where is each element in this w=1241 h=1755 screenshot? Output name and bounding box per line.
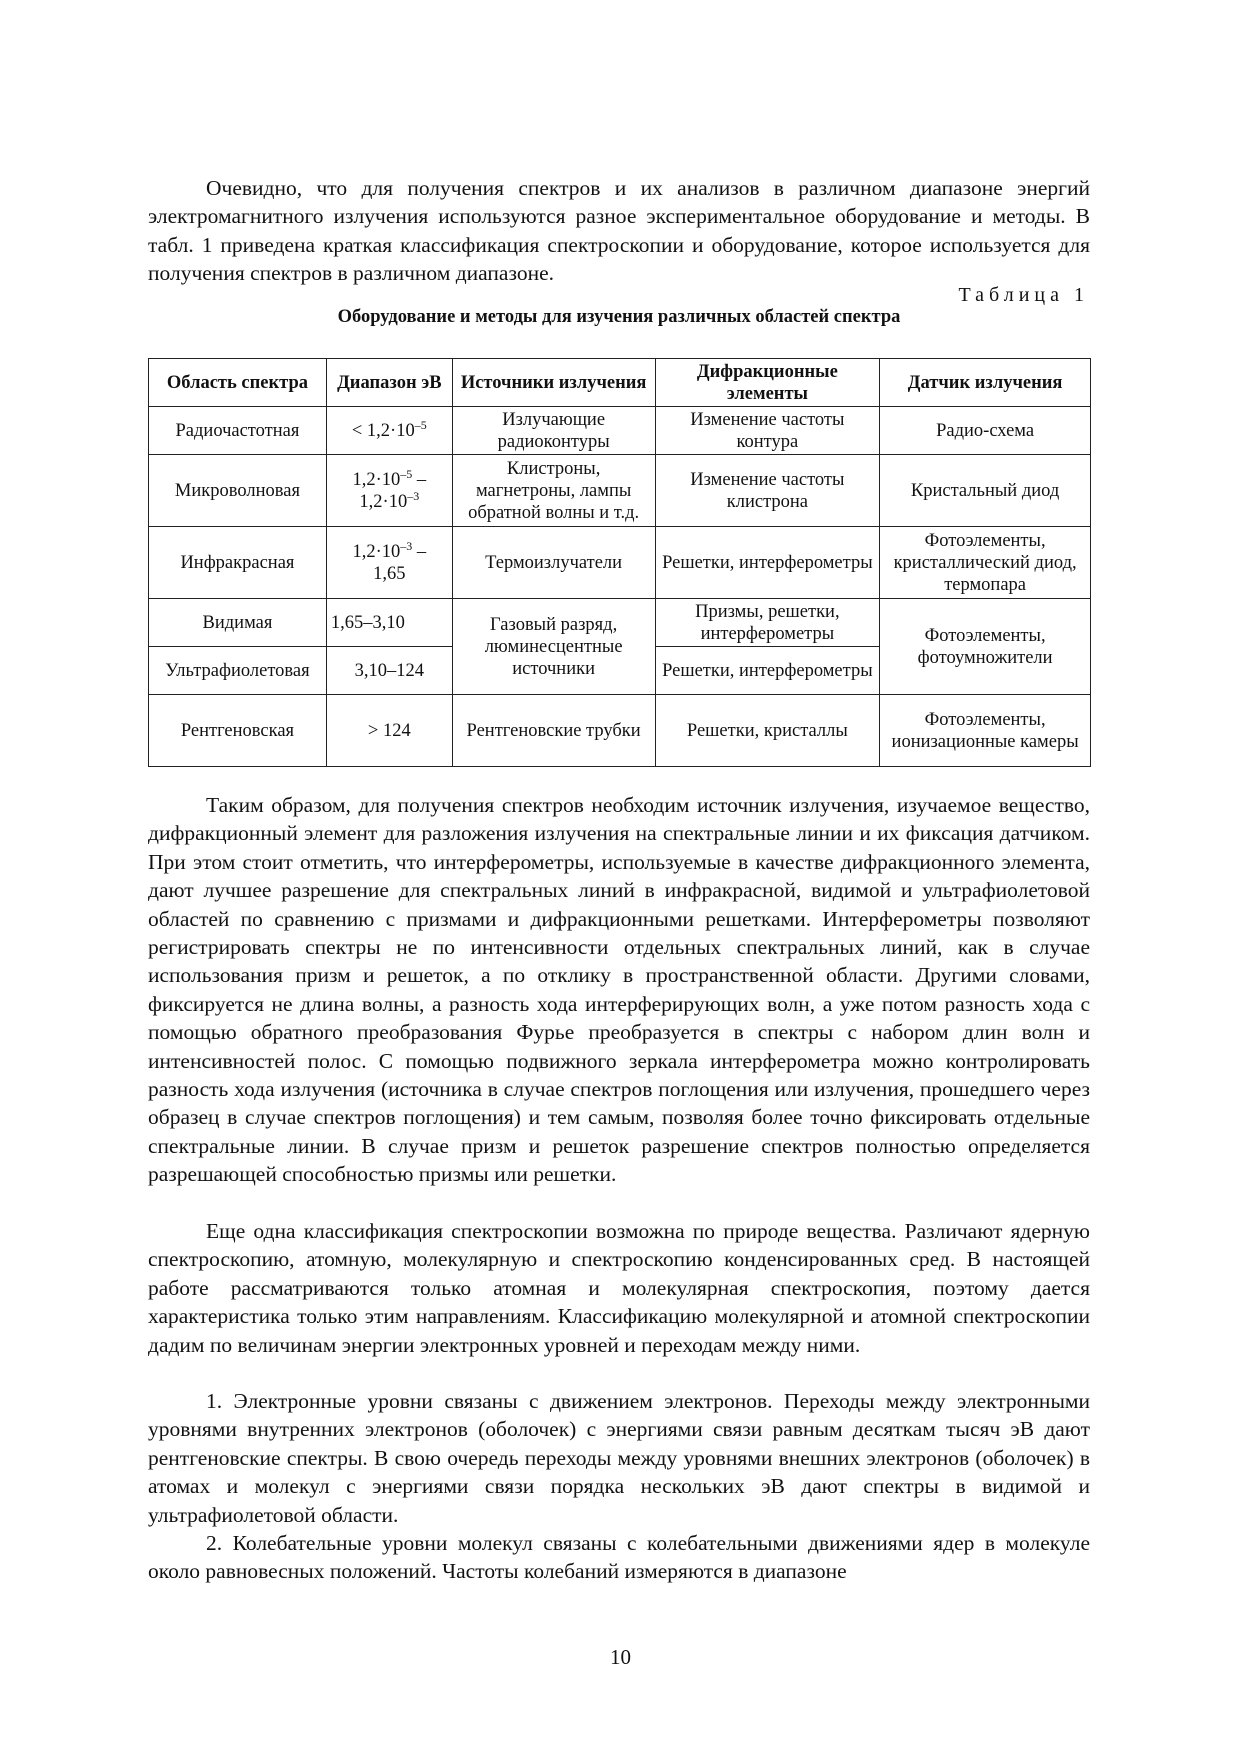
cell-region: Ультрафиолетовая [149,647,327,695]
table-row [149,527,1091,599]
cell-diffraction: Решетки, интерферометры [655,527,880,599]
header-region: Область спектра [149,359,327,407]
body-paragraph-1: Таким образом, для получения спектров необходим источник излучения, изучаемое вещество, дифракционный элемент для разложения излучения на спектральные линии и их фиксация датчиком. При этом стоит отметить, что интерферометры, используемые в качестве дифракционного элемента, дают лучшее разрешение для спектральных линий в инфракрасной, видимой и ультрафиолетовой областей по сравнению с призмами и дифракционными решетками. Интерферометры позволяют регистрировать спектры не по интенсивности отдельных спектральных линий, как в случае использования призм и решеток, а по отклику в пространственной области. Другими словами, фиксируется не длина волны, а разность хода интерферирующих волн, а уже потом разность хода с помощью обратного преобразования Фурье преобразуется в спектры с набором длин волн и интенсивностей полос. С помощью подвижного зеркала интерферометра можно контролировать разность хода излучения (источника в случае спектров поглощения или излучения, прошедшего через образец в случае спектров поглощения) и тем самым, позволяя более точно фиксировать отдельные спектральные линии. В случае призм и решеток разрешение спектров полностью определяется разрешающей способностью призмы или решетки. [148,793,1090,1187]
cell-region: Видимая [149,599,327,647]
cell-region: Рентгеновская [149,695,327,767]
cell-source: Термоизлучатели [452,527,655,599]
cell-detector: Фотоэлементы, фотоумножители [880,599,1091,695]
page-number: 10 [610,1645,631,1669]
cell-range: < $1,2\cdot 10^{-5}$ [326,407,452,455]
intro-paragraph: Очевидно, что для получения спектров и их анализов в различном диапазоне энергий электромагнитного излучения используются разное экспериментальное оборудование и методы. В табл. 1 приведена краткая классификация спектроскопии и оборудование, которое используется для получения спектров в различном диапазоне. [148,176,1090,286]
cell-diffraction: Изменение частоты клистрона [655,455,880,527]
body-paragraph-4: 2. Колебательные уровни молекул связаны с колебательными движениями ядер в молекуле около равновесных положений. Частоты колебаний измеряются в диапазоне [148,1531,1090,1584]
cell-region: Микроволновая [149,455,327,527]
body-paragraph-3: 1. Электронные уровни связаны с движением электронов. Переходы между электронными уровнями внутренних электронов (оболочек) с энергиями связи равным десяткам тысяч эВ дают рентгеновские спектры. В свою очередь переходы между уровнями внешних электронов (оболочек) в атомах и молекул с энергиями связи порядка нескольких эВ дают спектры в видимой и ультрафиолетовой области. [148,1389,1090,1527]
table-title: Оборудование и методы для изучения различных областей спектра [337,307,901,327]
cell-range: > 124 [326,695,452,767]
table-row [149,455,1091,527]
header-range: Диапазон эВ [326,359,452,407]
cell-diffraction: Призмы, решетки, интерферометры [655,599,880,647]
cell-region: Радиочастотная [149,407,327,455]
cell-source: Газовый разряд, люминесцентные источники [452,599,655,695]
body-paragraph-2: Еще одна классификация спектроскопии возможна по природе вещества. Различают ядерную спектроскопию, атомную, молекулярную и спектроскопию конденсированных сред. В настоящей работе рассматриваются только атомная и молекулярная спектроскопия, поэтому дается характеристика только этим направлениям. Классификацию молекулярной и атомной спектроскопии дадим по величинам энергии электронных уровней и переходам между ними. [148,1219,1090,1357]
cell-diffraction: Изменение частоты контура [655,407,880,455]
header-source: Источники излучения [452,359,655,407]
table-row [149,407,1091,455]
spectrum-methods-table [148,358,1091,767]
cell-detector: Фотоэлементы, кристаллический диод, термопара [880,527,1091,599]
header-detector: Датчик излучения [880,359,1091,407]
table-row [149,695,1091,767]
table-caption: Таблица 1 [958,284,1089,306]
table-row [149,599,1091,647]
cell-source: Рентгеновские трубки [452,695,655,767]
cell-range: 1,65–3,10 [326,599,452,647]
cell-detector: Радио-схема [880,407,1091,455]
cell-region: Инфракрасная [149,527,327,599]
cell-range: $1,2\cdot 10^{-3}$ – 1,65 [326,527,452,599]
cell-detector: Фотоэлементы, ионизационные камеры [880,695,1091,767]
cell-diffraction: Решетки, интерферометры [655,647,880,695]
cell-source: Излучающие радиоконтуры [452,407,655,455]
cell-range: 3,10–124 [326,647,452,695]
cell-diffraction: Решетки, кристаллы [655,695,880,767]
table-header-row [149,359,1091,407]
header-diffraction: Дифракционные элементы [655,359,880,407]
cell-source: Клистроны, магнетроны, лампы обратной волны и т.д. [452,455,655,527]
cell-detector: Кристальный диод [880,455,1091,527]
cell-range: $1,2\cdot 10^{-5}$ – $1,2\cdot 10^{-3}$ [326,455,452,527]
